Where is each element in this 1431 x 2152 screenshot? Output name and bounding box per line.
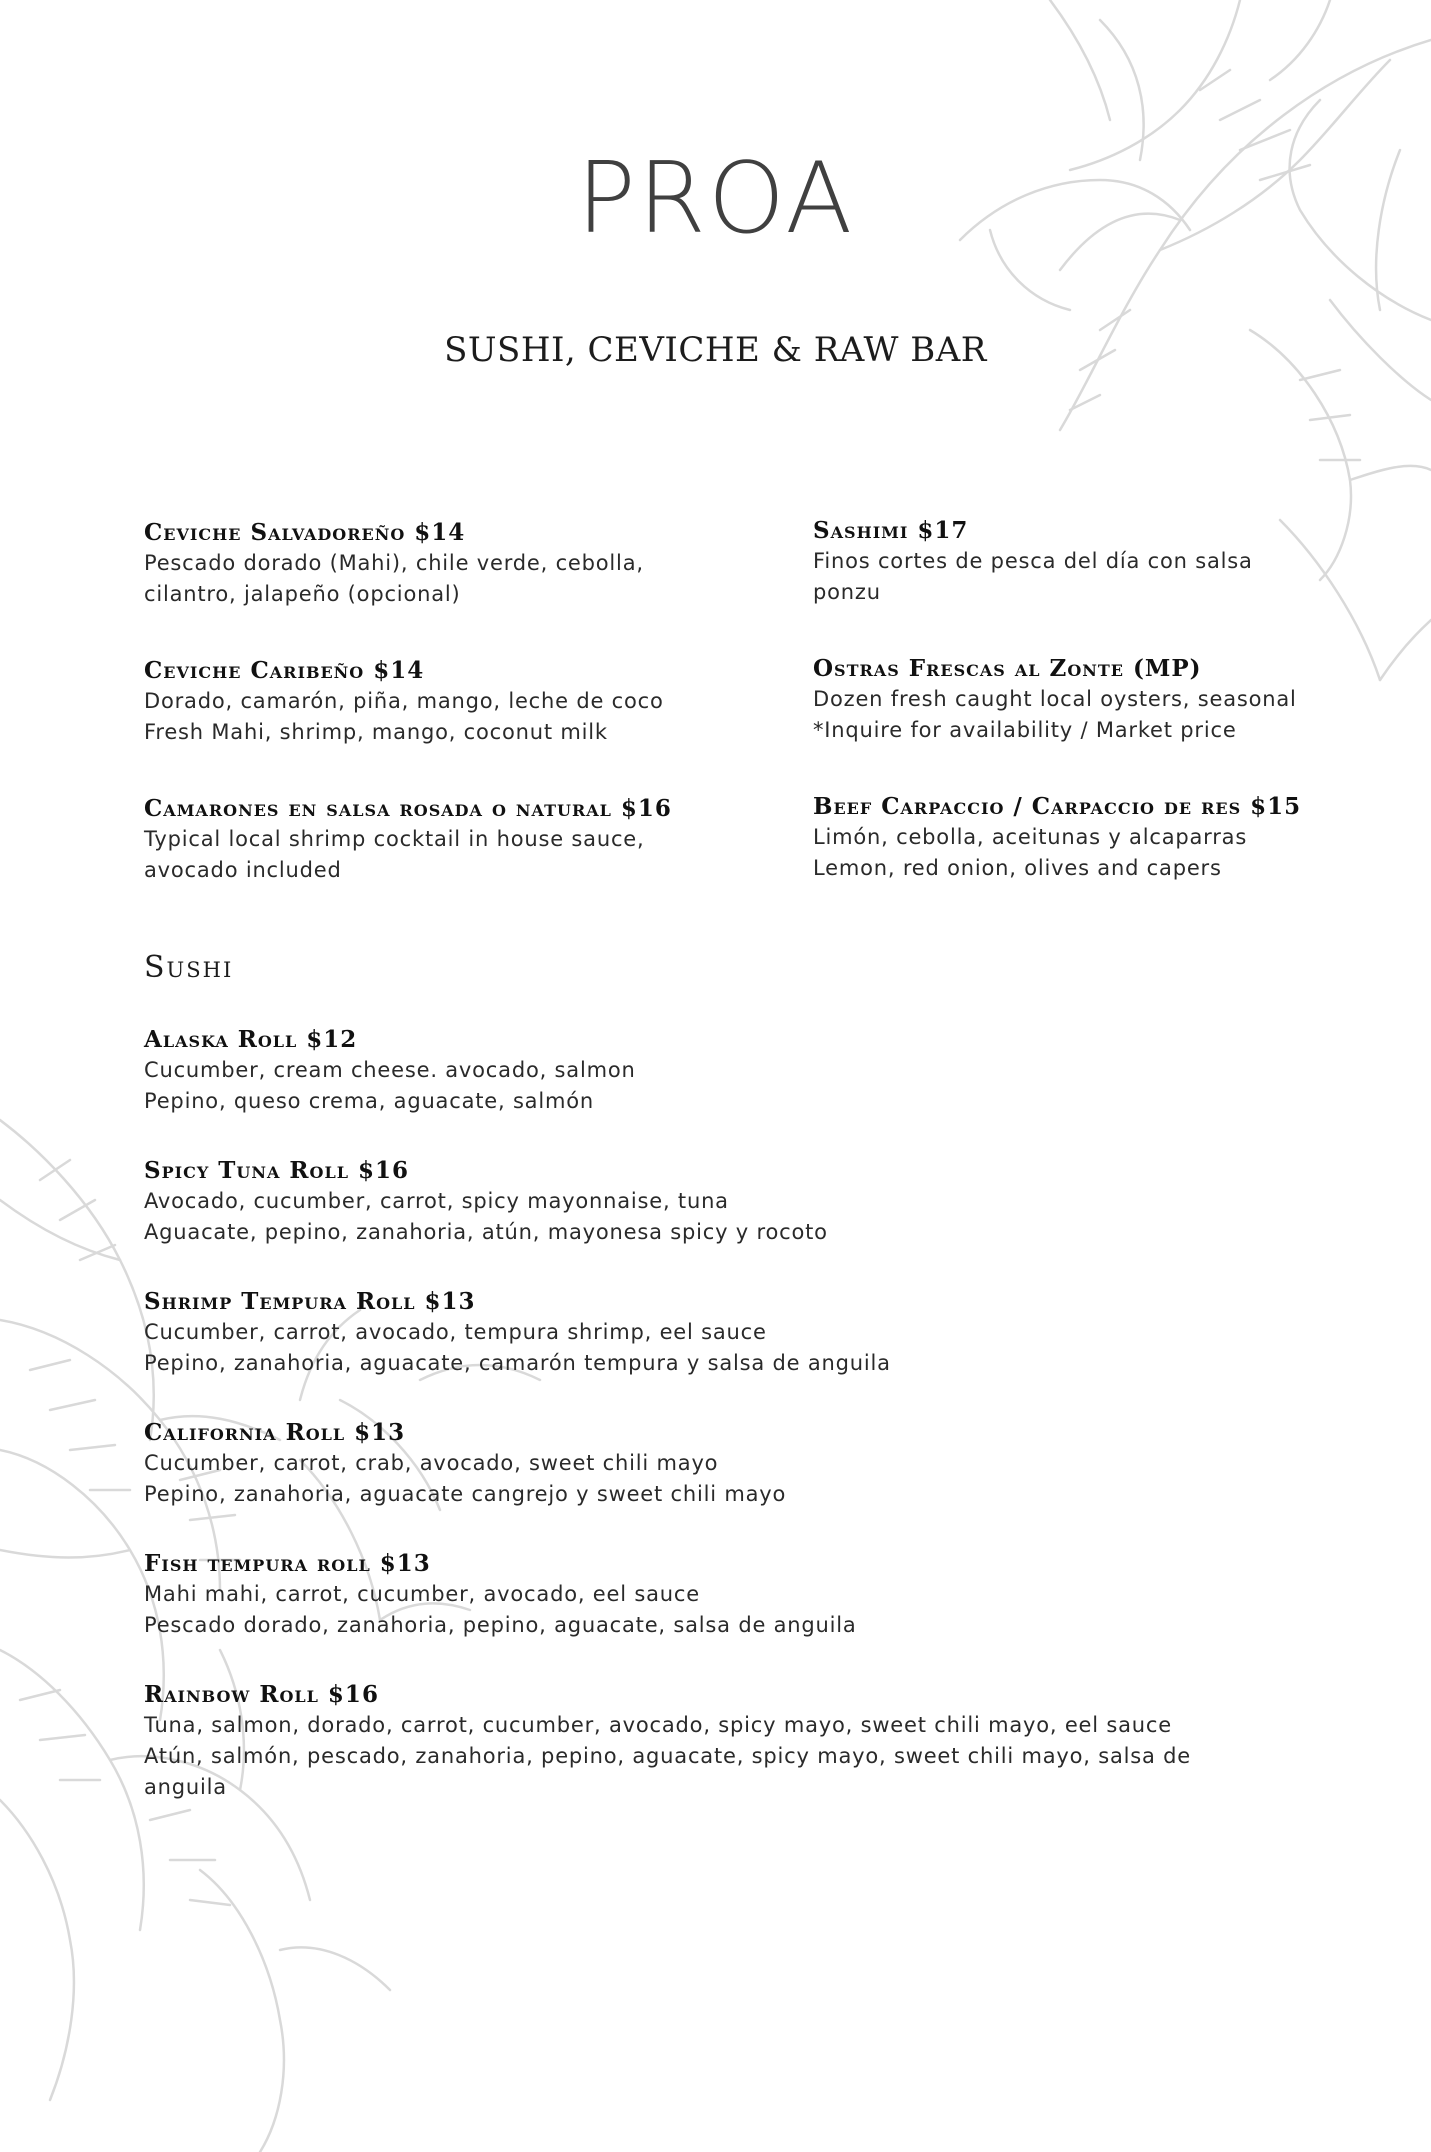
menu-item-description: Finos cortes de pesca del día con salsa [813, 549, 1253, 573]
menu-item-description: Aguacate, pepino, zanahoria, atún, mayonesa spicy y rocoto [144, 1220, 828, 1244]
menu-item-description: avocado included [144, 858, 342, 882]
menu-item-description: anguila [144, 1775, 227, 1799]
menu-item-description: Avocado, cucumber, carrot, spicy mayonnaise, tuna [144, 1189, 729, 1213]
menu-item-ostras [813, 654, 1373, 746]
menu-item-description: ponzu [813, 580, 881, 604]
raw-bar-right-column [813, 516, 1373, 930]
menu-item-description: Fresh Mahi, shrimp, mango, coconut milk [144, 720, 608, 744]
menu-item-ceviche-salvadoreno [144, 518, 784, 610]
menu-item-spicy-tuna-roll [144, 1156, 1284, 1248]
menu-item-alaska-roll [144, 1025, 1284, 1117]
menu-item-title: Rainbow Roll $16 [144, 1681, 379, 1708]
menu-item-description: Mahi mahi, carrot, cucumber, avocado, eel sauce [144, 1582, 700, 1606]
menu-item-description: Cucumber, cream cheese. avocado, salmon [144, 1058, 636, 1082]
menu-item-title: Sashimi $17 [813, 517, 969, 544]
proa-logo: PROA [576, 142, 855, 256]
menu-item-beef-carpaccio [813, 792, 1373, 884]
menu-item-fish-tempura-roll [144, 1549, 1284, 1641]
raw-bar-left-column [144, 518, 784, 932]
menu-item-california-roll [144, 1418, 1284, 1510]
menu-item-description: Limón, cebolla, aceitunas y alcaparras [813, 825, 1248, 849]
menu-item-description: Pescado dorado, zanahoria, pepino, aguacate, salsa de anguila [144, 1613, 857, 1637]
menu-item-title: Camarones en salsa rosada o natural $16 [144, 795, 672, 822]
menu-item-description: Lemon, red onion, olives and capers [813, 856, 1222, 880]
page-title: SUSHI, CEVICHE & RAW BAR [444, 330, 987, 370]
menu-item-description: Pescado dorado (Mahi), chile verde, cebolla, [144, 551, 644, 575]
menu-item-sashimi [813, 516, 1373, 608]
menu-item-camarones [144, 794, 784, 886]
menu-item-shrimp-tempura-roll [144, 1287, 1284, 1379]
menu-item-rainbow-roll [144, 1680, 1284, 1803]
menu-item-description: Pepino, zanahoria, aguacate, camarón tempura y salsa de anguila [144, 1351, 891, 1375]
menu-item-description: Typical local shrimp cocktail in house sauce, [144, 827, 645, 851]
sushi-section-heading: Sushi [144, 950, 234, 985]
menu-item-description: cilantro, jalapeño (opcional) [144, 582, 461, 606]
sushi-list [144, 1025, 1284, 1842]
menu-item-description: Dorado, camarón, piña, mango, leche de coco [144, 689, 664, 713]
menu-item-ceviche-caribeno [144, 656, 784, 748]
menu-item-title: Alaska Roll $12 [144, 1026, 358, 1053]
menu-item-title: Ostras Frescas al Zonte (MP) [813, 655, 1202, 682]
menu-item-description: Dozen fresh caught local oysters, seasonal [813, 687, 1297, 711]
menu-item-description: Atún, salmón, pescado, zanahoria, pepino, aguacate, spicy mayo, sweet chili mayo, salsa de [144, 1744, 1192, 1768]
menu-item-description: Pepino, zanahoria, aguacate cangrejo y sweet chili mayo [144, 1482, 787, 1506]
menu-item-title: Spicy Tuna Roll $16 [144, 1157, 409, 1184]
menu-item-description: Pepino, queso crema, aguacate, salmón [144, 1089, 594, 1113]
menu-item-title: Shrimp Tempura Roll $13 [144, 1288, 476, 1315]
menu-item-title: Fish tempura roll $13 [144, 1550, 431, 1577]
menu-item-title: Beef Carpaccio / Carpaccio de res $15 [813, 793, 1302, 820]
menu-item-title: California Roll $13 [144, 1419, 406, 1446]
menu-item-description: Cucumber, carrot, avocado, tempura shrimp, eel sauce [144, 1320, 767, 1344]
menu-item-title: Ceviche Caribeño $14 [144, 657, 425, 684]
menu-item-title: Ceviche Salvadoreño $14 [144, 519, 466, 546]
menu-item-description: Tuna, salmon, dorado, carrot, cucumber, avocado, spicy mayo, sweet chili mayo, eel sauce [144, 1713, 1172, 1737]
menu-item-description: Cucumber, carrot, crab, avocado, sweet chili mayo [144, 1451, 719, 1475]
menu-item-description: *Inquire for availability / Market price [813, 718, 1237, 742]
